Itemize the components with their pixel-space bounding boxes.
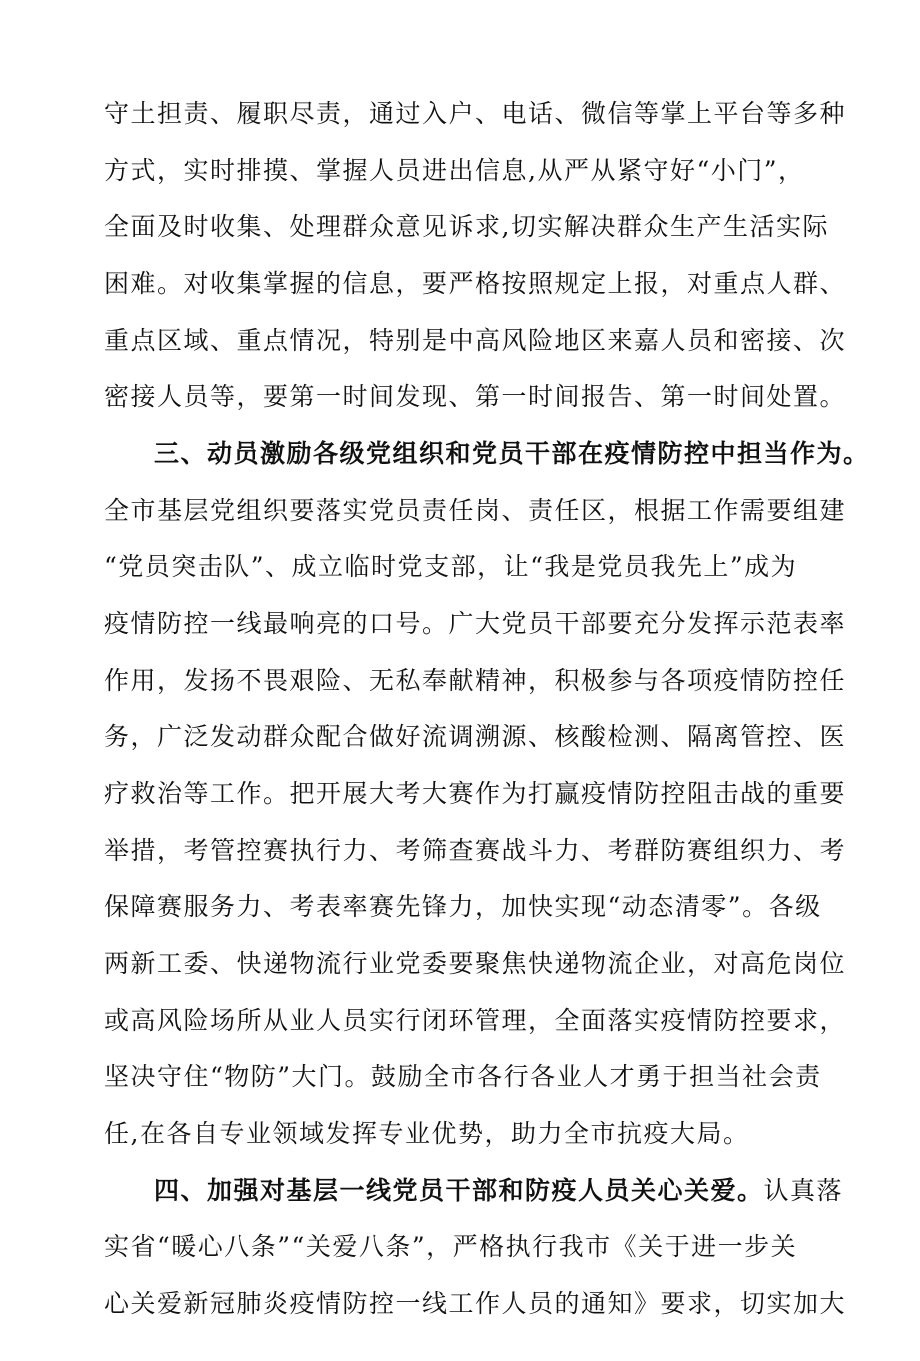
paragraph-2-line-11: 坚决守住“物防”大门。鼓励全市各行各业人才勇于担当社会责 xyxy=(104,1062,822,1091)
paragraph-2-line-6: 疗救治等工作。把开展大考大赛作为打赢疫情防控阻击战的重要 xyxy=(104,779,847,808)
section-4-first-line xyxy=(154,1171,844,1211)
paragraph-2-line-8: 保障赛服务力、考表率赛先锋力，加快实现“动态清零”。各级 xyxy=(104,892,822,921)
paragraph-2-line-10: 或高风险场所从业人员实行闭环管理，全面落实疫情防控要求， xyxy=(104,1006,847,1035)
section-3-heading: 三、动员激励各级党组织和党员干部在疫情防控中担当作为。 xyxy=(154,439,870,468)
paragraph-1-line-3: 全面及时收集、处理群众意见诉求,切实解决群众生产生活实际 xyxy=(104,212,829,241)
paragraph-2-line-7: 举措，考管控赛执行力、考筛查赛战斗力、考群防赛组织力、考 xyxy=(104,836,847,865)
paragraph-2-line-2: “党员突击队”、成立临时党支部，让“我是党员我先上”成为 xyxy=(104,552,798,581)
paragraph-1-line-4: 困难。对收集掌握的信息，要严格按照规定上报，对重点人群、 xyxy=(104,269,847,298)
paragraph-1-line-2: 方式，实时排摸、掌握人员进出信息,从严从紧守好“小门”， xyxy=(104,156,805,185)
paragraph-1-line-5: 重点区域、重点情况，特别是中高风险地区来嘉人员和密接、次 xyxy=(104,326,847,355)
paragraph-2-line-3: 疫情防控一线最响亮的口号。广大党员干部要充分发挥示范表率 xyxy=(104,609,847,638)
section-4-heading: 四、加强对基层一线党员干部和防疫人员关心关爱。 xyxy=(154,1176,764,1205)
paragraph-1-line-6: 密接人员等，要第一时间发现、第一时间报告、第一时间处置。 xyxy=(104,382,847,411)
paragraph-2-line-4: 作用，发扬不畏艰险、无私奉献精神，积极参与各项疫情防控任 xyxy=(104,666,847,695)
paragraph-3-line-1: 实省“暖心八条”“关爱八条”，严格执行我市《关于进一步关 xyxy=(104,1232,798,1261)
paragraph-2-line-9: 两新工委、快递物流行业党委要聚焦快递物流企业，对高危岗位 xyxy=(104,949,847,978)
section-4-first-line-rest: 认真落 xyxy=(763,1176,844,1205)
paragraph-2-line-12: 任,在各自专业领域发挥专业优势，助力全市抗疫大局。 xyxy=(104,1119,750,1148)
paragraph-1-line-1: 守土担责、履职尽责，通过入户、电话、微信等掌上平台等多种 xyxy=(104,99,847,128)
paragraph-2-line-5: 务，广泛发动群众配合做好流调溯源、核酸检测、隔离管控、医 xyxy=(104,722,847,751)
paragraph-3-line-2: 心关爱新冠肺炎疫情防控一线工作人员的通知》要求，切实加大 xyxy=(104,1289,847,1318)
paragraph-2-line-1: 全市基层党组织要落实党员责任岗、责任区，根据工作需要组建 xyxy=(104,496,847,525)
